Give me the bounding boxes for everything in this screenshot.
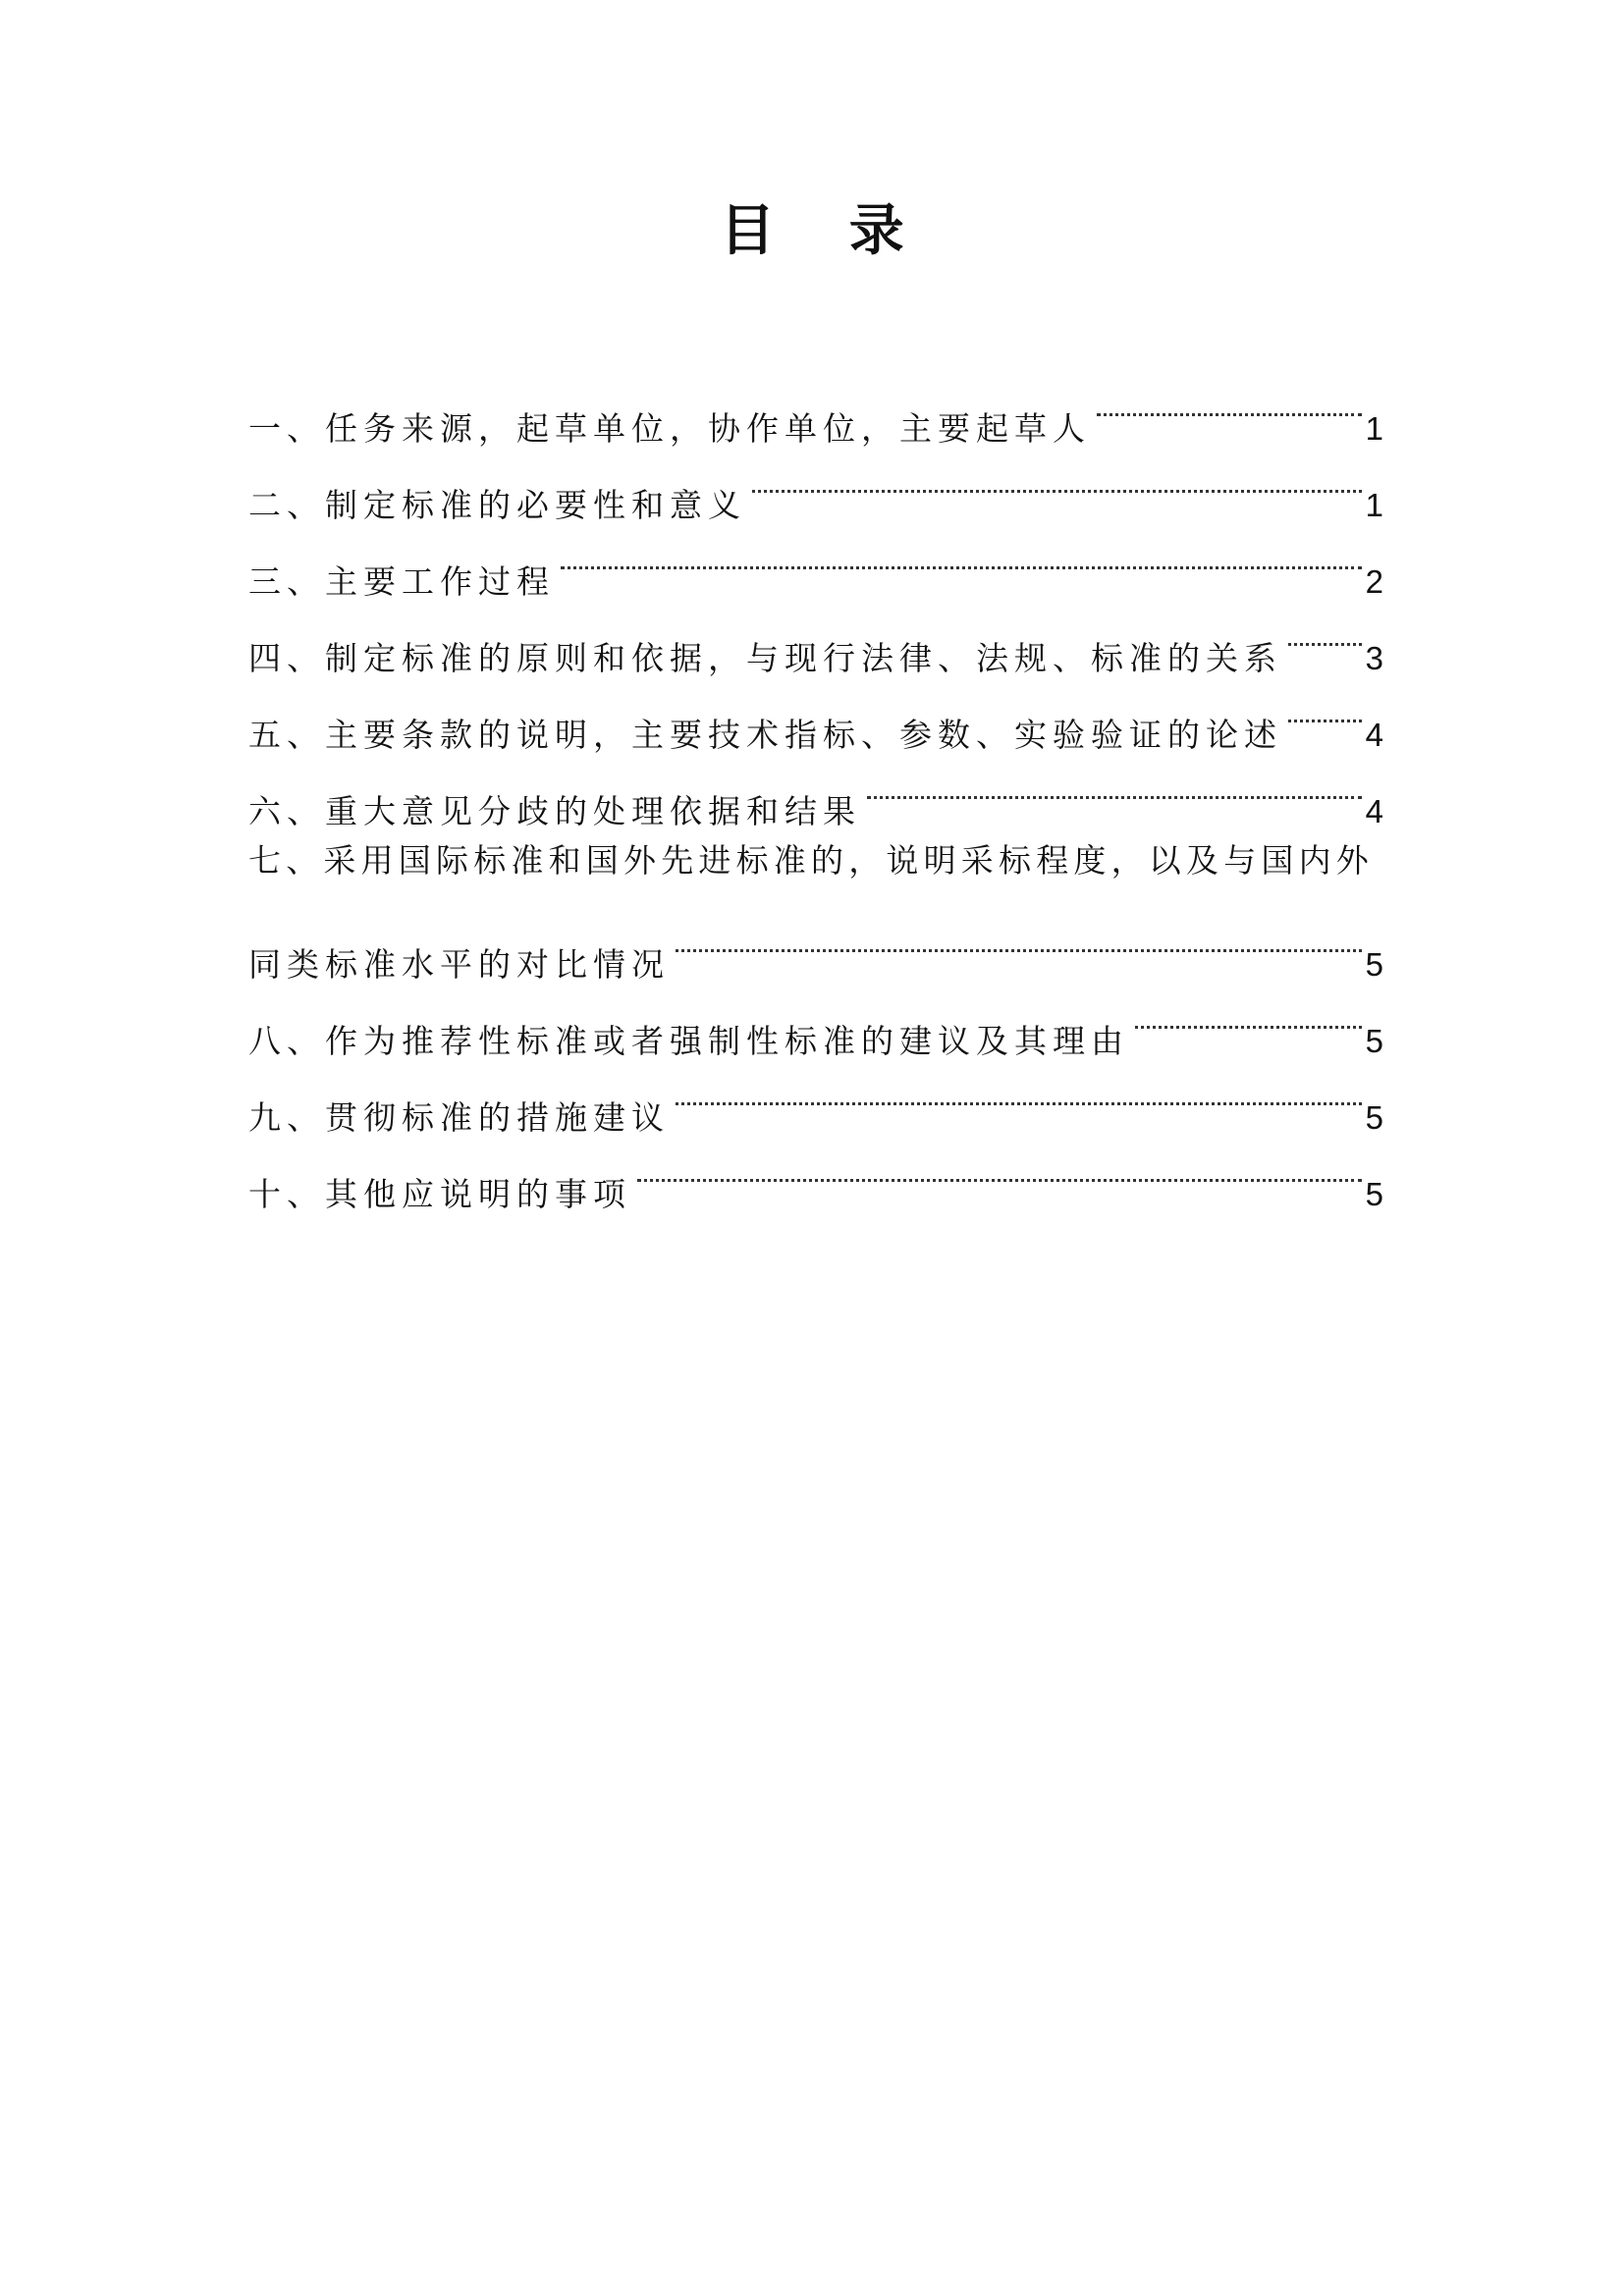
toc-entry-page: 5 xyxy=(1365,1023,1383,1059)
dot-leader xyxy=(561,516,1362,593)
toc-entry-label: 四、制定标准的原则和依据，与现行法律、法规、标准的关系 xyxy=(248,639,1282,677)
toc-entry-label: 十、其他应说明的事项 xyxy=(248,1175,631,1213)
toc-entry-7-line1[interactable] xyxy=(248,823,1383,899)
toc-entry-page: 3 xyxy=(1365,640,1383,676)
dot-leader xyxy=(1288,669,1362,746)
toc-entry-label: 五、主要条款的说明，主要技术指标、参数、实验验证的论述 xyxy=(248,716,1282,754)
toc-entry-7-line2[interactable] xyxy=(248,899,1383,984)
toc-entry-page: 4 xyxy=(1365,717,1383,753)
toc-entry-page: 1 xyxy=(1365,410,1383,447)
toc-entry-page: 5 xyxy=(1365,1176,1383,1212)
dot-leader xyxy=(1288,593,1362,669)
dot-leader xyxy=(1135,976,1362,1052)
toc-entry-label: 七、采用国际标准和国外先进标准的，说明采标程度，以及与国内外 xyxy=(248,841,1374,880)
toc-entry-page: 2 xyxy=(1365,563,1383,600)
toc-entry-label: 三、主要工作过程 xyxy=(248,562,555,601)
dot-leader xyxy=(752,440,1362,516)
toc-entry-page: 5 xyxy=(1365,1099,1383,1136)
toc-entry-label: 同类标准水平的对比情况 xyxy=(248,945,670,984)
dot-leader xyxy=(676,899,1362,976)
toc-entry-label: 九、贯彻标准的措施建议 xyxy=(248,1098,670,1137)
toc-title: 目 录 xyxy=(720,199,932,263)
toc-entry-label: 二、制定标准的必要性和意义 xyxy=(248,486,746,524)
toc-entry-label: 一、任务来源，起草单位，协作单位，主要起草人 xyxy=(248,409,1091,448)
toc-entry-label: 八、作为推荐性标准或者强制性标准的建议及其理由 xyxy=(248,1022,1129,1060)
dot-leader xyxy=(637,1129,1362,1205)
toc-entry-page: 5 xyxy=(1365,946,1383,983)
toc-entry-page: 4 xyxy=(1365,793,1383,829)
toc-entry-page: 1 xyxy=(1365,487,1383,523)
dot-leader xyxy=(1097,363,1362,440)
toc-entry-label: 六、重大意见分歧的处理依据和结果 xyxy=(248,792,861,830)
toc-entry-1[interactable] xyxy=(248,363,1383,448)
table-of-contents xyxy=(248,363,1383,1213)
dot-leader xyxy=(676,1052,1362,1129)
dot-leader xyxy=(867,746,1362,823)
